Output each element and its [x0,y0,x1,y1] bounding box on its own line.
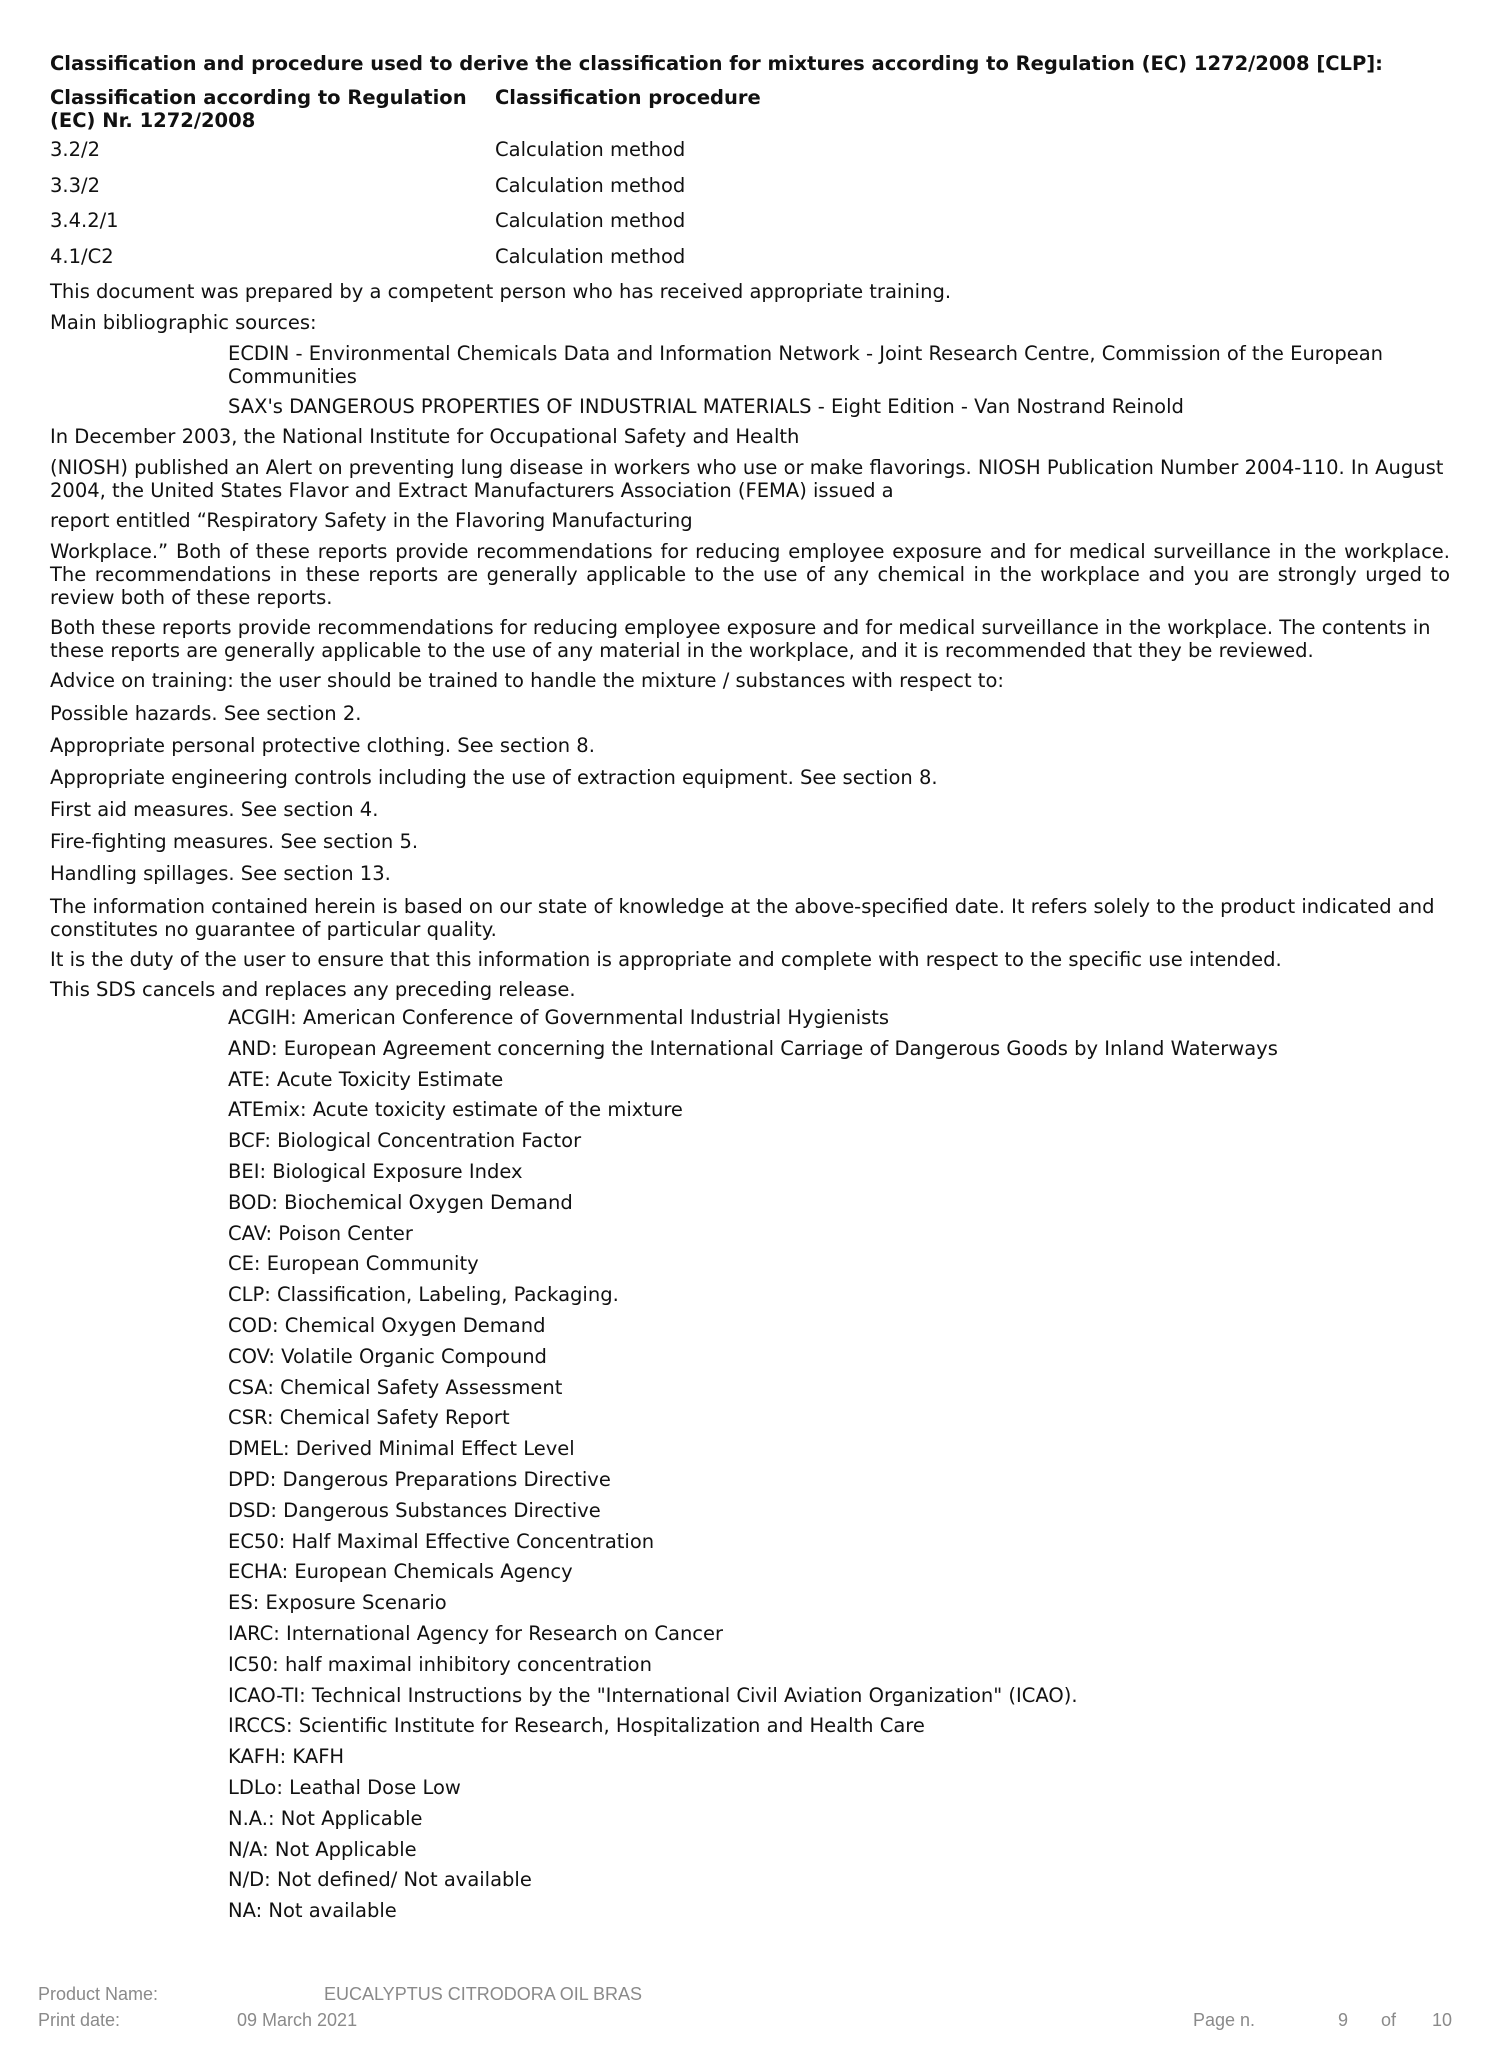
training-intro: Advice on training: the user should be trained to handle the mixture / substances with respect to: [50,669,1004,692]
abbreviation-item: COD: Chemical Oxygen Demand [228,1313,546,1337]
niosh-paragraph-4: Workplace.” Both of these reports provide recommendations for reducing employee exposure and for medical surveillance in the workplace. The recommendations in these reports are generally applicable to the use of any chemical in the workplace and you are strongly urged to review both of these reports. [50,540,1450,609]
abbreviation-item: CE: European Community [228,1252,479,1276]
niosh-paragraph-2: (NIOSH) published an Alert on preventing lung disease in workers who use or make flavorings. NIOSH Publication Number 2004-110. In August 2004, the United States Flavor and Extract Manufacturers Association (FEMA) issued a [50,456,1444,502]
prepared-by-text: This document was prepared by a competent person who has received appropriate training. [50,280,952,303]
abbreviation-item: ECHA: European Chemicals Agency [228,1560,573,1584]
abbreviations-list [50,1006,1450,1930]
abbreviation-item: AND: European Agreement concerning the International Carriage of Dangerous Goods by Inland Waterways [228,1036,1278,1060]
niosh-paragraph-1: In December 2003, the National Institute for Occupational Safety and Health [50,425,800,448]
abbreviation-item: IRCCS: Scientific Institute for Research, Hospitalization and Health Care [228,1714,925,1738]
table-cell-procedure: Calculation method [495,244,686,268]
abbreviation-item: ES: Exposure Scenario [228,1591,447,1615]
footer-product-row [38,1982,1458,2008]
abbreviation-item: KAFH: KAFH [228,1745,345,1769]
training-item: Possible hazards. See section 2. [50,702,362,725]
abbreviation-item: COV: Volatile Organic Compound [228,1344,547,1368]
section-heading: Classification and procedure used to derive the classification for mixtures according to Regulation (EC) 1272/2008 [CLP]: [50,52,1383,75]
abbreviation-item: ICAO-TI: Technical Instructions by the "International Civil Aviation Organization" (ICAO). [228,1683,1078,1707]
abbreviation-item: DSD: Dangerous Substances Directive [228,1498,601,1522]
abbreviation-item: ATE: Acute Toxicity Estimate [228,1067,504,1091]
abbreviation-item: DPD: Dangerous Preparations Directive [228,1467,611,1491]
abbreviation-item: N.A.: Not Applicable [228,1806,423,1830]
niosh-paragraph-3: report entitled “Respiratory Safety in the Flavoring Manufacturing [50,509,693,532]
abbreviation-item: N/A: Not Applicable [228,1837,417,1861]
abbreviation-item: LDLo: Leathal Dose Low [228,1775,461,1799]
abbreviation-item: ATEmix: Acute toxicity estimate of the mixture [228,1098,683,1122]
footer-page-number: 9 [1338,2010,1349,2030]
source-item: ECDIN - Environmental Chemicals Data and Information Network - Joint Research Centre, Commission of the European Communities [228,342,1384,388]
abbreviation-item: CSA: Chemical Safety Assessment [228,1375,563,1399]
table-cell-procedure: Calculation method [495,173,686,197]
abbreviation-item: CLP: Classification, Labeling, Packaging. [228,1283,619,1307]
abbreviation-item: BEI: Biological Exposure Index [228,1159,523,1183]
page-footer [38,1982,1458,2034]
abbreviation-item: IARC: International Agency for Research on Cancer [228,1621,724,1645]
training-item: Appropriate personal protective clothing. See section 8. [50,734,595,757]
disclaimer-3: This SDS cancels and replaces any preceding release. [50,978,576,1001]
table-cell-classification: 3.4.2/1 [50,209,119,232]
training-item: Fire-fighting measures. See section 5. [50,830,419,853]
footer-print-label: Print date: [38,2010,121,2030]
table-cell-procedure: Calculation method [495,209,686,232]
abbreviation-item: BCF: Biological Concentration Factor [228,1129,582,1153]
sources-label: Main bibliographic sources: [50,311,317,334]
abbreviation-item: BOD: Biochemical Oxygen Demand [228,1190,573,1214]
training-item: Appropriate engineering controls including the use of extraction equipment. See section 8. [50,766,938,789]
abbreviation-item: N/D: Not defined/ Not available [228,1868,532,1892]
classification-table [50,86,1450,280]
document-page [50,52,1450,1930]
table-header-classification: Classification according to Regulation (EC) Nr. 1272/2008 [50,86,467,132]
footer-page-label: Page n. [1193,2010,1256,2030]
niosh-paragraph-5: Both these reports provide recommendations for reducing employee exposure and for medical surveillance in the workplace. The contents in these reports are generally applicable to the use of any material in the workplace, and it is recommended that they be reviewed. [50,616,1431,662]
abbreviation-item: CAV: Poison Center [228,1221,413,1245]
source-item: SAX's DANGEROUS PROPERTIES OF INDUSTRIAL MATERIALS - Eight Edition - Van Nostrand Reinold [228,395,1184,418]
abbreviation-item: EC50: Half Maximal Effective Concentration [228,1529,655,1553]
table-cell-classification: 3.2/2 [50,138,100,161]
footer-of-label: of [1381,2010,1397,2030]
abbreviation-item: IC50: half maximal inhibitory concentration [228,1652,652,1676]
table-cell-classification: 4.1/C2 [50,244,114,268]
footer-print-row [38,2008,1458,2034]
disclaimer-1: The information contained herein is based on our state of knowledge at the above-specified date. It refers solely to the product indicated and constitutes no guarantee of particular quality. [50,895,1435,941]
training-item: First aid measures. See section 4. [50,798,379,821]
disclaimer-2: It is the duty of the user to ensure that this information is appropriate and complete with respect to the specific use intended. [50,948,1282,971]
abbreviation-item: DMEL: Derived Minimal Effect Level [228,1437,575,1461]
abbreviation-item: NA: Not available [228,1899,397,1923]
table-header-procedure: Classification procedure [495,86,761,109]
training-item: Handling spillages. See section 13. [50,862,391,885]
abbreviation-item: ACGIH: American Conference of Governmental Industrial Hygienists [228,1006,890,1029]
footer-page-total: 10 [1432,2010,1453,2030]
footer-print-date: 09 March 2021 [237,2010,358,2030]
table-cell-classification: 3.3/2 [50,173,100,197]
footer-product-label: Product Name: [38,1984,159,2004]
abbreviation-item: CSR: Chemical Safety Report [228,1406,510,1430]
table-cell-procedure: Calculation method [495,138,686,161]
footer-product-value: EUCALYPTUS CITRODORA OIL BRAS [324,1984,643,2004]
